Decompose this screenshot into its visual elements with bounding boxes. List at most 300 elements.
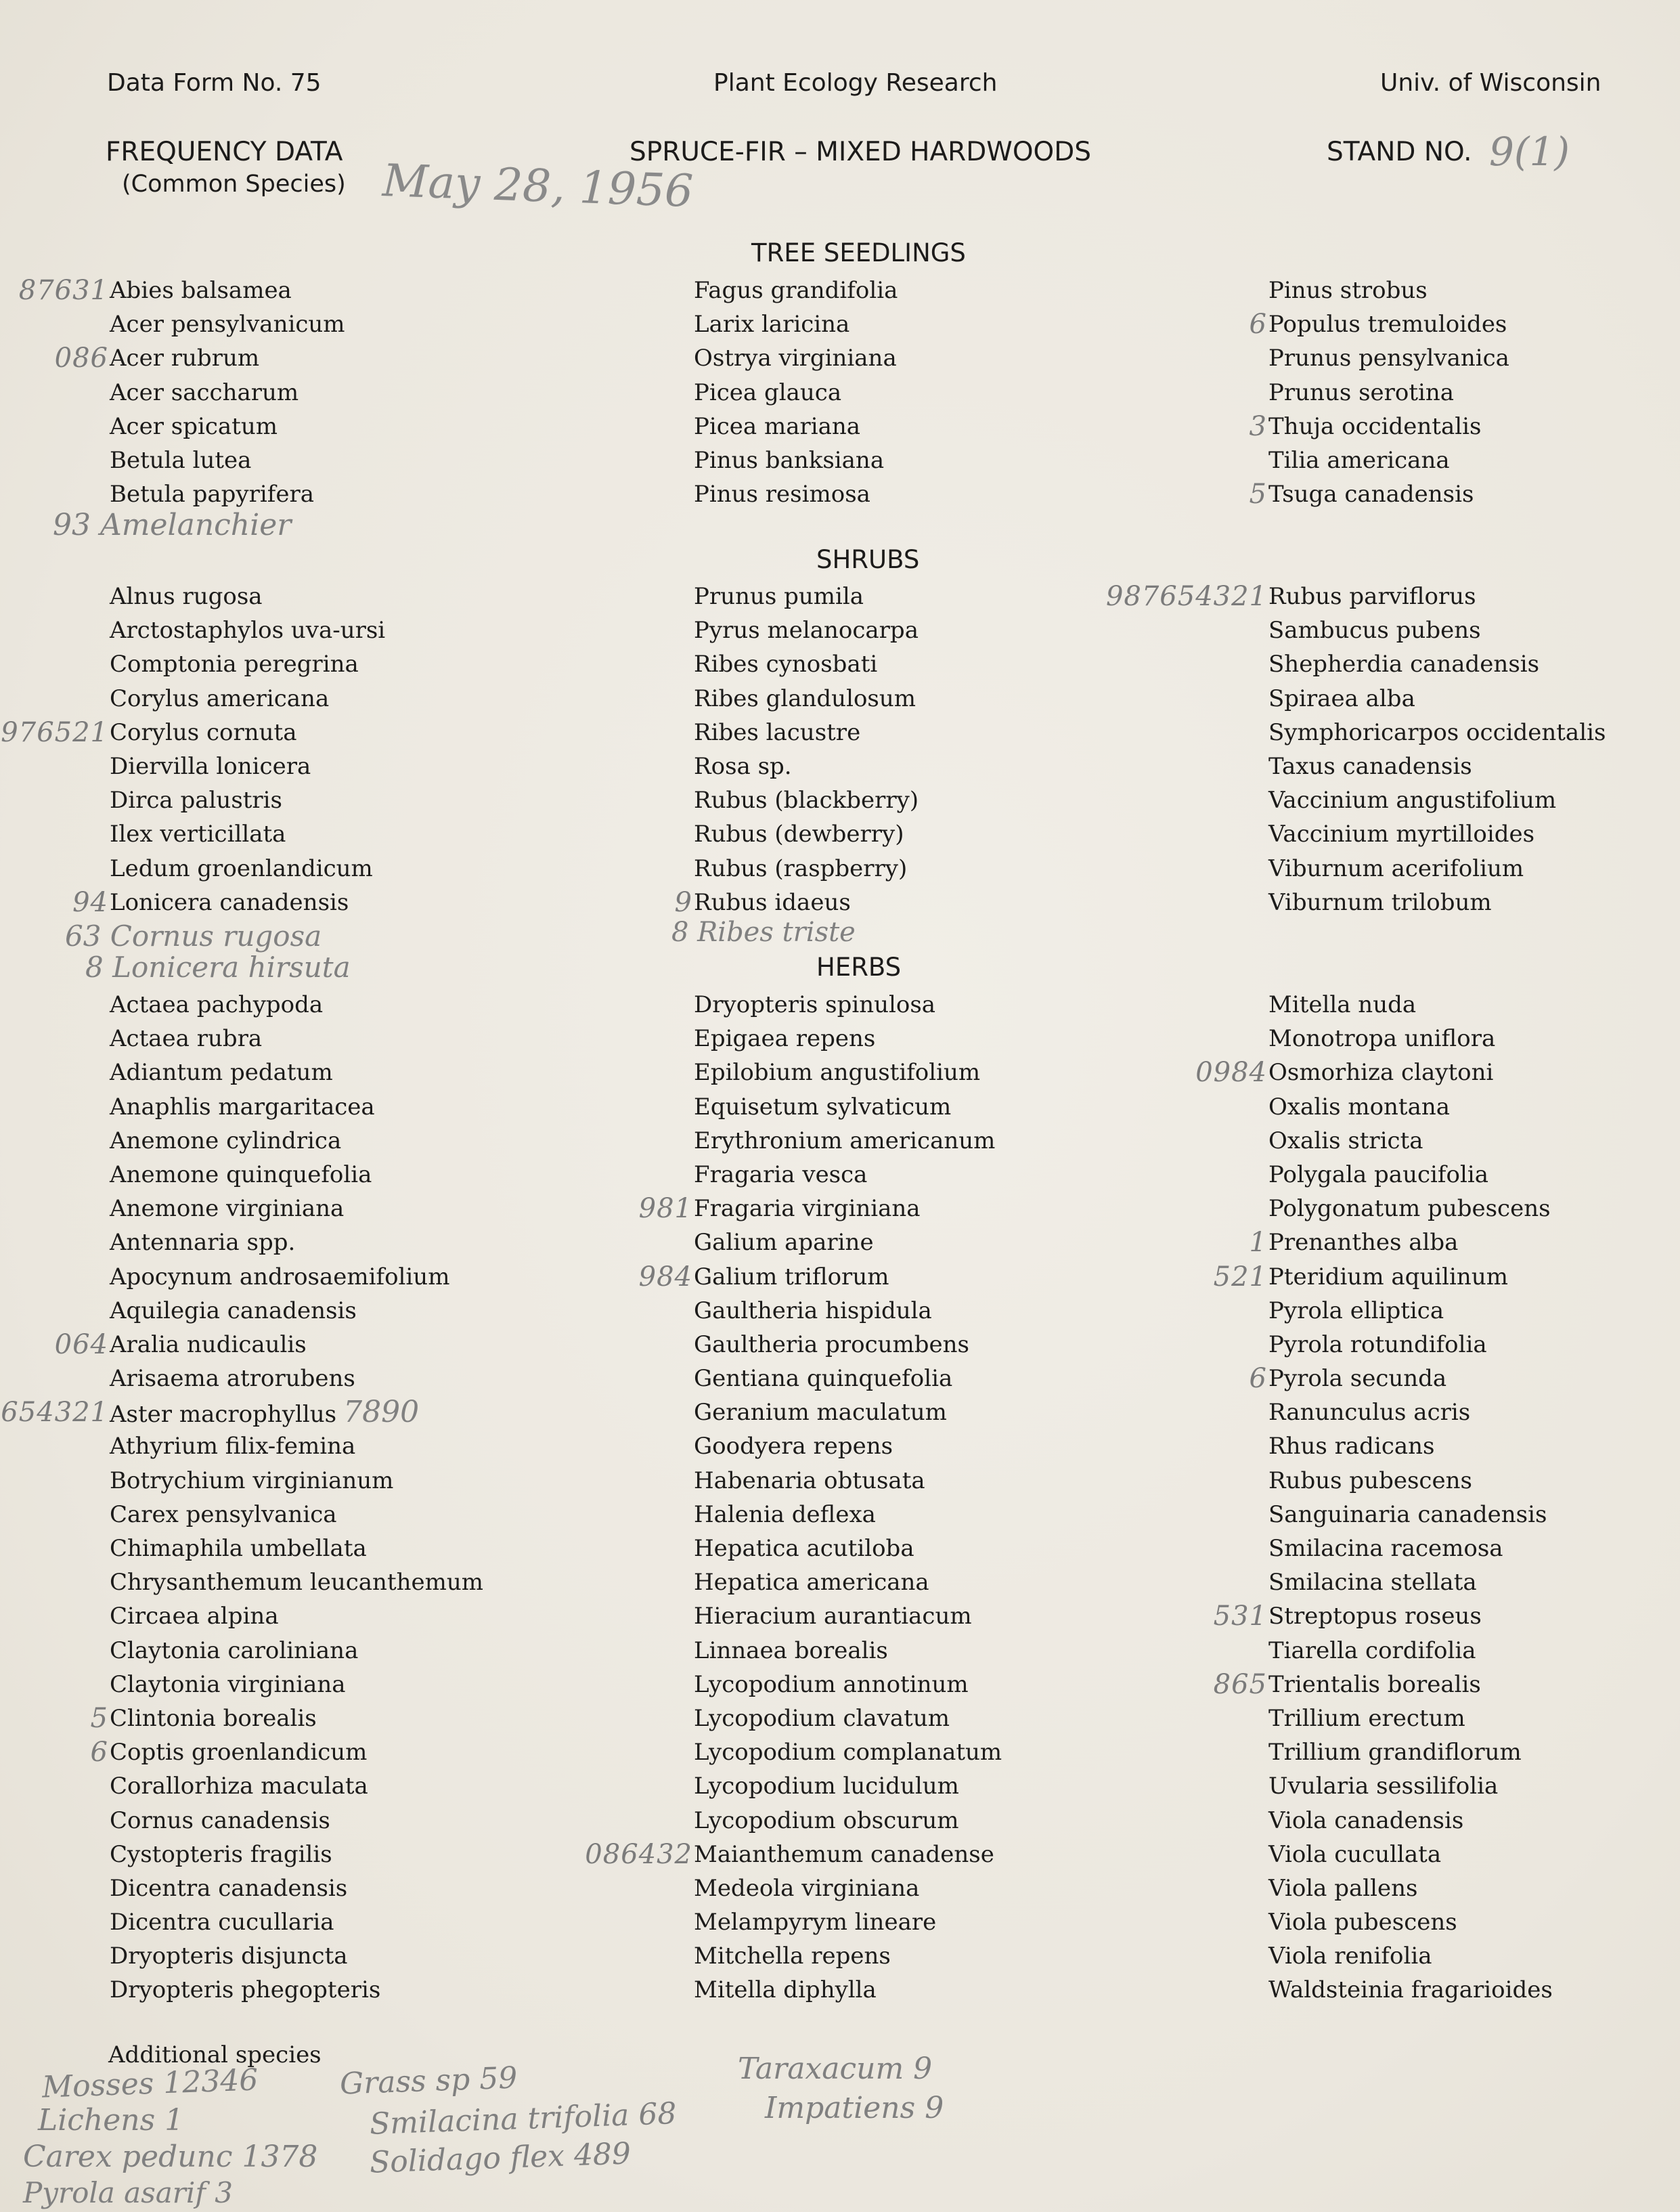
species-name: Shepherdia canadensis [1268,651,1540,678]
species-name: Epigaea repens [694,1025,876,1053]
species-name: Acer saccharum [110,378,299,406]
tree-seedlings-column-2 [694,274,898,511]
species-name: Betula papyrifera [110,481,314,508]
handwritten-lichens: Lichens 1 [38,2103,184,2138]
species-name: Carex pensylvanica [110,1500,337,1528]
species-row [694,1498,1002,1532]
species-row [110,1362,483,1395]
species-name: Habenaria obtusata [694,1467,925,1494]
species-row [1249,307,1509,341]
species-row [54,341,345,375]
handwritten-frequency-note: 976521 [1,716,108,748]
handwritten-grass-sp: Grass sp 59 [339,2060,518,2102]
species-name: Prunus pumila [694,583,864,610]
species-row [110,1260,483,1294]
species-row [694,1735,1002,1769]
species-row [110,1634,483,1668]
species-name: Rubus (raspberry) [694,854,908,882]
species-row [1268,647,1606,681]
species-name: Ribes lacustre [694,718,861,746]
species-name: Monotropa uniflora [1268,1025,1496,1053]
species-row [694,443,898,477]
species-name: Tiarella cordifolia [1268,1636,1476,1664]
species-row [110,1124,483,1158]
species-row [110,1973,483,2007]
species-row [694,410,898,443]
species-name: Corylus cornuta [110,718,297,746]
handwritten-frequency-note: 654321 [1,1397,108,1429]
species-row [1268,783,1606,817]
species-row [1268,1838,1553,1871]
species-row [1268,1804,1553,1838]
species-row [1213,1668,1553,1701]
species-row [90,1701,483,1735]
species-row [110,477,345,511]
species-name: Viola canadensis [1268,1806,1464,1834]
species-row [1268,1022,1553,1056]
species-row [694,647,919,681]
species-name: Lonicera canadensis [110,888,349,916]
handwritten-frequency-note: 3 [1249,410,1267,442]
species-name: Gentiana quinquefolia [694,1365,953,1393]
species-row [694,1565,1002,1599]
handwritten-ribes-triste: 8 Ribes triste [671,917,856,948]
species-row [110,750,385,783]
species-name: Anemone virginiana [110,1195,345,1223]
species-name: Acer spicatum [110,412,278,440]
species-row [1268,1192,1553,1226]
species-row [694,1328,1002,1362]
handwritten-frequency-note: 086432 [585,1838,692,1870]
species-name: Claytonia virginiana [110,1670,346,1698]
species-name: Rubus parviflorus [1268,583,1476,610]
species-name: Aster macrophyllus [110,1401,337,1429]
species-row [110,307,345,341]
handwritten-impatiens: Impatiens 9 [765,2091,944,2125]
species-row [1268,1973,1553,2007]
species-row [694,750,919,783]
handwritten-frequency-note: 94 [72,886,108,918]
species-row [110,1498,483,1532]
species-row [1268,716,1606,750]
species-name: Rhus radicans [1268,1433,1435,1460]
species-row [694,682,919,716]
species-name: Equisetum sylvaticum [694,1093,952,1121]
species-name: Trientalis borealis [1268,1670,1481,1698]
species-name: Pinus resimosa [694,481,870,508]
species-name: Prunus serotina [1268,378,1455,406]
additional-species-label-text: Additional species [108,2041,322,2068]
species-name: Dryopteris spinulosa [694,991,936,1018]
section-title-shrubs: SHRUBS [816,545,920,574]
species-name: Spiraea alba [1268,685,1415,712]
species-row [694,1429,1002,1463]
species-row [110,1226,483,1259]
species-name: Waldsteinia fragarioides [1268,1976,1553,2004]
handwritten-frequency-note-after: 7890 [343,1395,420,1430]
species-row [1249,1226,1553,1259]
handwritten-cornus-rugosa: 63 Cornus rugosa [65,919,322,953]
species-name: Pyrola secunda [1268,1365,1447,1393]
species-name: Pteridium aquilinum [1268,1263,1508,1291]
species-row [110,1599,483,1633]
species-name: Viburnum acerifolium [1268,854,1524,882]
handwritten-smilacina-trifolia: Smilacina trifolia 68 [369,2096,678,2142]
species-row [694,1871,1002,1905]
species-name: Lycopodium obscurum [694,1806,959,1834]
species-row [694,1124,1002,1158]
species-name: Gaultheria procumbens [694,1330,969,1358]
species-row [694,1464,1002,1498]
species-row [1268,613,1606,647]
species-name: Smilacina racemosa [1268,1535,1503,1562]
species-name: Apocynum androsaemifolium [110,1263,450,1291]
species-name: Geranium maculatum [694,1399,947,1427]
species-name: Sanguinaria canadensis [1268,1500,1547,1528]
species-row [1268,1769,1553,1803]
species-row [694,1668,1002,1701]
handwritten-frequency-note: 987654321 [1105,581,1267,612]
species-row [1,1395,483,1430]
species-name: Trillium erectum [1268,1704,1465,1732]
species-row [1268,1498,1553,1532]
species-name: Ranunculus acris [1268,1399,1471,1427]
species-name: Dicentra canadensis [110,1874,348,1902]
species-row [110,1429,483,1463]
species-row [638,1260,1002,1294]
species-row [694,783,919,817]
species-row [1268,1294,1553,1328]
species-row [694,1939,1002,1973]
species-name: Epilobium angustifolium [694,1059,981,1087]
species-row [1,716,385,750]
handwritten-frequency-note: 064 [54,1328,108,1360]
species-name: Corallorhiza maculata [110,1773,368,1800]
species-name: Gaultheria hispidula [694,1297,932,1324]
species-name: Erythronium americanum [694,1127,996,1154]
species-name: Coptis groenlandicum [110,1739,368,1766]
species-name: Maianthemum canadense [694,1840,994,1868]
species-name: Diervilla lonicera [110,752,311,780]
species-name: Acer rubrum [110,345,260,372]
species-row [110,1464,483,1498]
species-row [694,1804,1002,1838]
handwritten-frequency-note: 086 [54,343,108,374]
species-row [694,1090,1002,1124]
data-type-subtitle: (Common Species) [122,171,346,198]
handwritten-solidago: Solidago flex 489 [369,2136,632,2180]
species-name: Lycopodium clavatum [694,1704,950,1732]
handwritten-pyrola-asarif: Pyrola asarif 3 [23,2176,233,2209]
species-name: Antennaria spp. [110,1229,296,1257]
species-name: Dirca palustris [110,787,282,815]
species-row [110,1804,483,1838]
species-name: Chrysanthemum leucanthemum [110,1569,484,1597]
species-name: Dryopteris disjuncta [110,1943,348,1970]
species-name: Larix laricina [694,311,850,339]
species-row [110,1769,483,1803]
species-name: Aquilegia canadensis [110,1297,357,1324]
handwritten-frequency-note: 1 [1249,1227,1267,1259]
species-name: Lycopodium lucidulum [694,1773,959,1800]
species-name: Tsuga canadensis [1268,481,1474,508]
species-row [1268,341,1509,375]
handwritten-amelanchier: 93 Amelanchier [53,508,292,542]
species-name: Corylus americana [110,685,330,712]
species-name: Adiantum pedatum [110,1059,333,1087]
species-row [694,1905,1002,1939]
species-name: Populus tremuloides [1268,311,1507,339]
species-row [694,1395,1002,1429]
species-row [1268,1532,1553,1565]
handwritten-frequency-note: 0984 [1195,1057,1267,1089]
species-row [1268,1395,1553,1429]
species-name: Ledum groenlandicum [110,854,373,882]
handwritten-taraxacum: Taraxacum 9 [738,2052,933,2086]
species-row [1213,1260,1553,1294]
form-number: Data Form No. 75 [107,69,322,97]
species-name: Anaphlis margaritacea [110,1093,375,1121]
species-row [1268,1565,1553,1599]
species-row [1268,1905,1553,1939]
species-name: Taxus canadensis [1268,752,1472,780]
species-name: Actaea pachypoda [110,991,324,1018]
species-row [694,1022,1002,1056]
species-name: Clintonia borealis [110,1704,317,1732]
handwritten-frequency-note: 981 [638,1193,692,1225]
species-name: Hepatica acutiloba [694,1535,914,1562]
species-name: Sambucus pubens [1268,617,1481,645]
species-row [585,1838,1002,1871]
species-row [110,376,345,410]
species-name: Picea mariana [694,412,861,440]
species-row [110,988,483,1022]
shrubs-column-3 [1105,580,1606,919]
species-name: Polygala paucifolia [1268,1161,1488,1188]
species-row [72,886,385,919]
species-name: Rubus idaeus [694,888,851,916]
species-name: Arctostaphylos uva-ursi [110,617,386,645]
tree-seedlings-column-3 [1249,274,1509,511]
species-name: Dryopteris phegopteris [110,1976,381,2004]
species-row [1268,1735,1553,1769]
species-name: Alnus rugosa [110,583,263,610]
species-row [110,1905,483,1939]
species-name: Ribes glandulosum [694,685,916,712]
species-name: Pyrola elliptica [1268,1297,1444,1324]
species-row [110,580,385,613]
species-name: Pyrola rotundifolia [1268,1330,1487,1358]
species-name: Oxalis stricta [1268,1127,1423,1154]
species-row [694,1973,1002,2007]
handwritten-frequency-note: 9 [674,886,692,918]
stand-number-handwritten: 9(1) [1489,129,1570,175]
section-title-tree-seedlings: TREE SEEDLINGS [751,238,966,267]
species-name: Acer pensylvanicum [110,311,345,339]
species-name: Picea glauca [694,378,842,406]
species-row [694,307,898,341]
herbs-column-2 [585,988,1002,2008]
species-row [1195,1056,1553,1089]
species-row [110,1871,483,1905]
species-row [1268,886,1606,919]
species-name: Ostrya virginiana [694,345,897,372]
tree-seedlings-column-1 [18,274,345,511]
handwritten-frequency-note: 531 [1213,1601,1267,1632]
species-row [1249,477,1509,511]
species-row [110,783,385,817]
species-name: Mitella diphylla [694,1976,877,2004]
species-row [694,716,919,750]
species-name: Dicentra cucullaria [110,1909,334,1936]
species-name: Prenanthes alba [1268,1229,1459,1257]
species-row [694,988,1002,1022]
handwritten-frequency-note: 87631 [18,275,108,306]
species-row [1105,580,1606,613]
species-row [110,817,385,851]
species-name: Rubus pubescens [1268,1467,1472,1494]
handwritten-lonicera-hirsuta: 8 Lonicera hirsuta [85,951,351,984]
species-name: Rubus (dewberry) [694,821,904,848]
species-name: Polygonatum pubescens [1268,1195,1551,1223]
species-name: Ribes cynosbati [694,651,878,678]
date-handwritten: May 28, 1956 [381,154,694,217]
handwritten-frequency-note: 521 [1213,1261,1267,1293]
species-row [1268,1939,1553,1973]
species-row [694,376,898,410]
species-name: Claytonia caroliniana [110,1636,359,1664]
species-name: Oxalis montana [1268,1093,1451,1121]
species-row [1268,1429,1553,1463]
species-name: Thuja occidentalis [1268,412,1482,440]
species-name: Pinus strobus [1268,277,1428,304]
species-name: Pyrus melanocarpa [694,617,919,645]
species-row [694,1158,1002,1192]
species-row [638,1192,1002,1226]
species-name: Botrychium virginianum [110,1467,394,1494]
handwritten-mosses: Mosses 12346 [41,2062,259,2105]
species-name: Viola pubescens [1268,1909,1457,1936]
species-row [110,1192,483,1226]
species-name: Circaea alpina [110,1603,279,1630]
species-row [1268,988,1553,1022]
species-name: Halenia deflexa [694,1500,876,1528]
handwritten-frequency-note: 6 [90,1737,108,1769]
species-name: Streptopus roseus [1268,1603,1482,1630]
species-row [1268,443,1509,477]
species-name: Fragaria vesca [694,1161,868,1188]
species-name: Prunus pensylvanica [1268,345,1509,372]
species-row [1268,1871,1553,1905]
herbs-column-3 [1195,988,1553,2008]
species-name: Aralia nudicaulis [110,1330,307,1358]
species-name: Rosa sp. [694,752,792,780]
species-row [90,1735,483,1769]
species-row [110,682,385,716]
shrubs-column-2 [674,580,919,919]
species-name: Smilacina stellata [1268,1569,1477,1597]
species-row [694,613,919,647]
handwritten-frequency-note: 984 [638,1261,692,1293]
species-row [110,852,385,886]
species-row [1268,274,1509,307]
species-row [1268,1634,1553,1668]
species-name: Hepatica americana [694,1569,929,1597]
species-name: Athyrium filix-femina [110,1433,356,1460]
species-name: Anemone quinquefolia [110,1161,372,1188]
species-row [110,1090,483,1124]
species-name: Hieracium aurantiacum [694,1603,972,1630]
species-row [694,1226,1002,1259]
herbs-column-1 [1,988,484,2008]
species-row [110,1294,483,1328]
species-row [694,477,898,511]
species-row [110,1565,483,1599]
species-name: Mitella nuda [1268,991,1417,1018]
species-row [694,1769,1002,1803]
species-name: Vaccinium myrtilloides [1268,821,1535,848]
species-row [1249,1362,1553,1395]
community-title: SPRUCE-FIR – MIXED HARDWOODS [629,137,1092,167]
species-row [1268,682,1606,716]
species-name: Medeola virginiana [694,1874,920,1902]
handwritten-frequency-note: 865 [1213,1668,1267,1700]
species-name: Galium triflorum [694,1263,889,1291]
data-type-title: FREQUENCY DATA [106,137,343,167]
species-name: Abies balsamea [110,277,292,304]
species-row [1213,1599,1553,1633]
species-name: Tilia americana [1268,446,1450,474]
species-row [694,1634,1002,1668]
species-name: Vaccinium angustifolium [1268,787,1557,815]
species-row [1268,1124,1553,1158]
species-name: Anemone cylindrica [110,1127,342,1154]
species-row [1268,1090,1553,1124]
handwritten-frequency-note: 5 [1249,479,1267,511]
species-name: Goodyera repens [694,1433,893,1460]
species-row [110,1056,483,1089]
section-title-herbs: HERBS [816,953,902,982]
species-row [110,1939,483,1973]
species-row [694,817,919,851]
species-name: Pinus banksiana [694,446,885,474]
species-name: Chimaphila umbellata [110,1535,367,1562]
species-row [694,274,898,307]
species-row [694,580,919,613]
species-row [110,443,345,477]
species-name: Rubus (blackberry) [694,787,919,815]
species-row [694,1532,1002,1565]
species-row [1268,1464,1553,1498]
species-name: Mitchella repens [694,1943,891,1970]
university: Univ. of Wisconsin [1380,69,1601,97]
species-name: Ilex verticillata [110,821,286,848]
species-name: Trillium grandiflorum [1268,1739,1522,1766]
species-name: Betula lutea [110,446,252,474]
stand-label: STAND NO. [1327,137,1472,167]
organization: Plant Ecology Research [713,69,998,97]
handwritten-frequency-note: 6 [1249,1363,1267,1395]
species-name: Fagus grandifolia [694,277,898,304]
species-name: Cystopteris fragilis [110,1840,332,1868]
handwritten-carex-pedunc: Carex pedunc 1378 [23,2140,318,2174]
species-row [1268,1701,1553,1735]
species-row [18,274,345,307]
species-name: Galium aparine [694,1229,874,1257]
species-row [1268,750,1606,783]
species-name: Arisaema atrorubens [110,1365,355,1393]
shrubs-column-1 [1,580,386,919]
